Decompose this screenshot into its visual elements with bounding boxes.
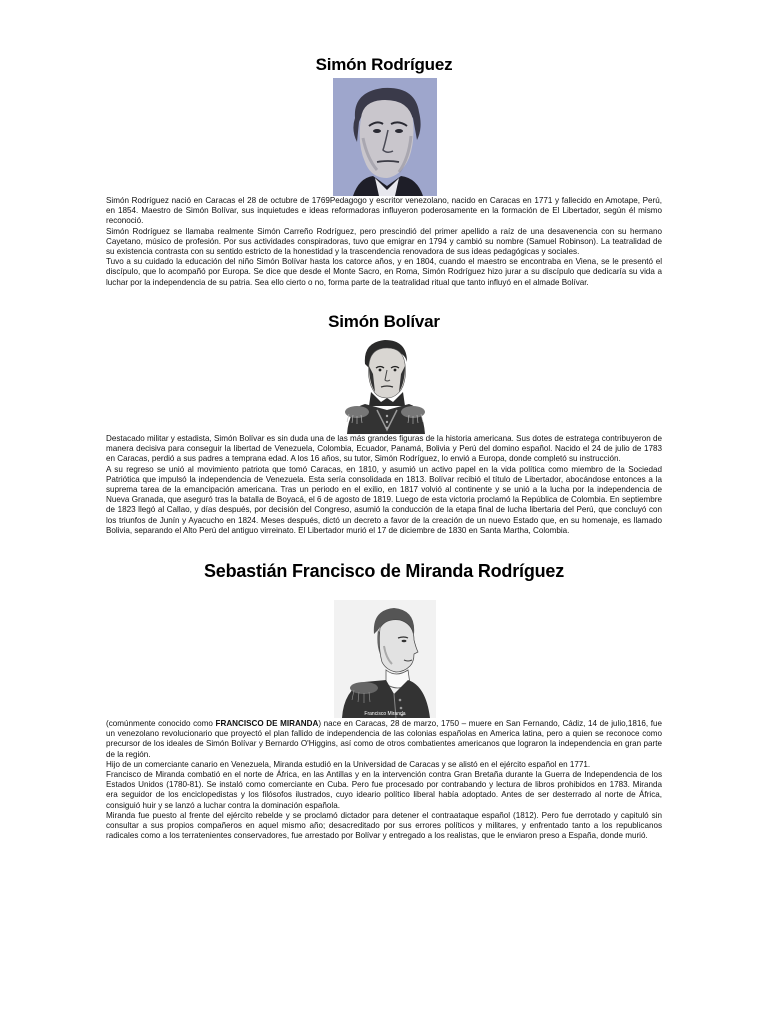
section-title-miranda: Sebastián Francisco de Miranda Rodríguez [203,561,565,581]
miranda-body-text [106,719,662,841]
paragraph: Destacado militar y estadista, Simón Bolívar es sin duda una de las más grandes figuras de la historia americana. Sus dotes de estratega contribuyeron de manera decisiva para conseguir la libertad de Venezuela, Colombia, Ecuador, Panamá, Bolivia y Perú del domino español. Nacido el 24 de julio de 1783 en Caracas, perdió a sus padres a temprana edad. A los 16 años, su tutor, Simón Rodríguez, lo envió a Europa, donde completó su instrucción. [106,434,662,464]
bolivar-portrait-image [341,334,429,434]
intro-prefix: (comúnmente conocido como [106,719,216,728]
paragraph: Simón Rodríguez nació en Caracas el 28 de octubre de 1769Pedagogo y escritor venezolano, nacido en Caracas en 1771 y fallecido en Amotape, Perú, en 1854. Maestro de Simón Bolívar, sus inquietudes e ideas reformadoras influyeron poderosamente en la formación de El Libertador, según él mismo reconoció. [106,196,662,226]
rodriguez-portrait-image [333,78,437,196]
paragraph: Tuvo a su cuidado la educación del niño Simón Bolívar hasta los catorce años, y en 1804, cuando el maestro se encontraba en Viena, se le presentó el discípulo, que lo acompañó por Europa. Se dice que desde el Monte Sacro, en Roma, Simón Rodríguez hizo jurar a su discípulo que dedicaría su vida a luchar por la independencia de su patria. Sea ello cierto o no, forma parte de la teatralidad ritual que tanto influyó en el almade Bolívar. [106,257,662,287]
section-title-bolivar: Simón Bolívar [328,312,440,331]
paragraph [106,719,662,760]
rodriguez-body-text [106,196,662,288]
paragraph: Hijo de un comerciante canario en Venezuela, Miranda estudió en la Universidad de Caracas y se alistó en el ejército español en 1771. [106,759,591,769]
section-title-rodriguez: Simón Rodríguez [315,55,453,74]
intro-suffix: ) nace en Caracas, 28 de marzo, 1750 – muere en San Fernando, Cádiz, 14 de julio,1816, fue un venezolano revolucionario que proyectó el plan fallido de independencia de las colonias españolas en America latina, pero a quien se reconoce como precursor de los ideales de Simón Bolívar y Bernardo O'Higgins, así como de otros combatientes americanos que lograron la independencia en gran parte de la región. [106,719,663,759]
miranda-portrait-image [334,600,436,718]
intro-bold-name: FRANCISCO DE MIRANDA [215,719,319,728]
rodriguez-portrait-drawing [333,78,437,196]
miranda-portrait-drawing [334,600,436,718]
paragraph: A su regreso se unió al movimiento patriota que tomó Caracas, en 1810, y asumió un activo papel en la vida política como miembro de la Sociedad Patriótica que impulsó la independencia de Venezuela. Esta sería consolidada en 1813. Bolívar recibió el título de Libertador, abocándose entonces a la suprema tarea de la emancipación americana. Tras un periodo en el exilio, en 1817 volvió al continente y se unió a la lucha por la independencia de Nueva Granada, que aseguró tras la batalla de Boyacá, el 6 de agosto de 1819. Luego de esta victoria proclamó la República de Colombia. En septiembre de 1823 llegó al Callao, y días después, por decisión del Congreso, asumió la conducción de la etapa final de lucha libertaria del Perú, que concluyó con los triunfos de Junín y Ayacucho en 1824. Meses después, dictó un decreto a favor de la creación de un nuevo Estado que, en su homenaje, es llamado Bolivia, separando el Alto Perú del antiguo virreinato. El Libertador murió el 17 de diciembre de 1830 en Santa Martha, Colombia. [106,464,662,535]
paragraph: Miranda fue puesto al frente del ejército rebelde y se proclamó dictador para detener el contraataque español (1812). Pero fue derrotado y capituló sin consultar a sus propios compañeros en aquel mismo año; desacreditado por sus errores políticos y militares, y enfrentado tanto a los republicanos radicales como a los terratenientes conservadores, fue arrestado por Bolívar y entregado a los realistas, que le enviaron preso a España, donde murió. [106,810,662,841]
paragraph: Simón Rodríguez se llamaba realmente Simón Carreño Rodríguez, pero prescindió del primer apellido a raíz de una desavenencia con su hermano Cayetano, músico de profesión. Por sus actividades conspiradoras, tuvo que emigrar en 1794 y cambió su nombre (Samuel Robinson). La teatralidad de su existencia contrasta con su sentido estricto de la honestidad y la trascendencia renovadora de sus ideas pedagógicas y sociales. [106,226,662,257]
miranda-portrait-caption: Francisco Miranda [364,711,406,717]
bolivar-body-text [106,434,662,536]
bolivar-portrait-drawing [341,334,429,434]
paragraph: Francisco de Miranda combatió en el norte de África, en las Antillas y en la intervención contra Gran Bretaña durante la Guerra de Independencia de los Estados Unidos (1780-81). Se instaló como comerciante en Cuba. Pero fue procesado por contrabando y lectura de libros prohibidos en 1783. Miranda era seguidor de los enciclopedistas y los filósofos ilustrados, cuyo ideario político liberal había adoptado. Antes de ser desterrado al norte de África, consiguió huir y se lanzó a luchar contra la dominación española. [106,770,662,810]
